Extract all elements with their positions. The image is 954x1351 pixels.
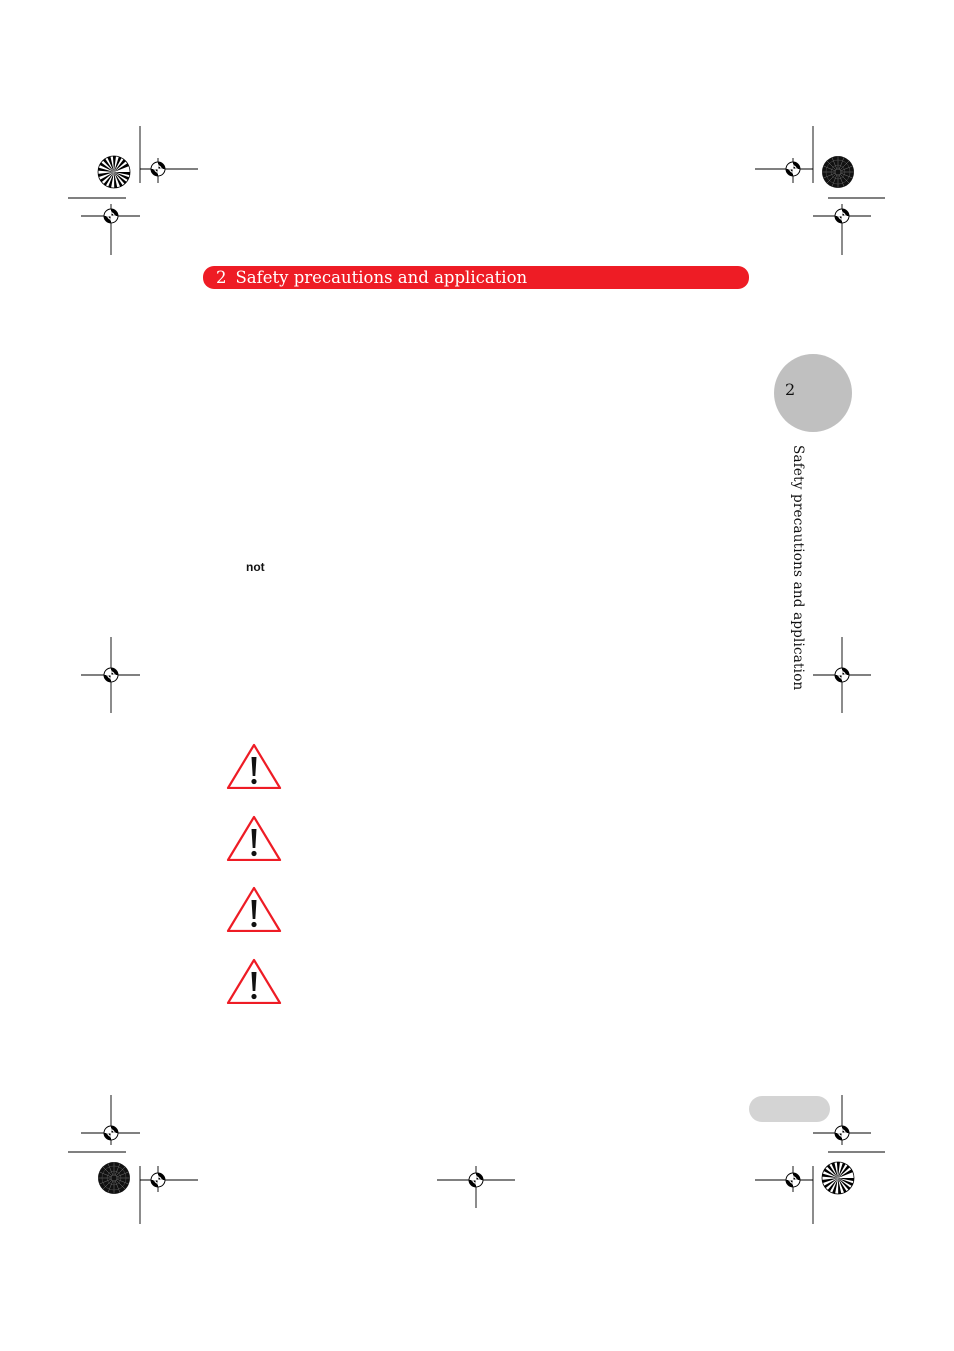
- emphasis-word: not: [246, 560, 265, 574]
- chapter-header-number: 2: [216, 268, 227, 287]
- chapter-thumb-number: 2: [785, 380, 796, 399]
- chapter-header-title: Safety precautions and application: [235, 268, 528, 287]
- chapter-side-title: Safety precautions and application: [790, 445, 806, 691]
